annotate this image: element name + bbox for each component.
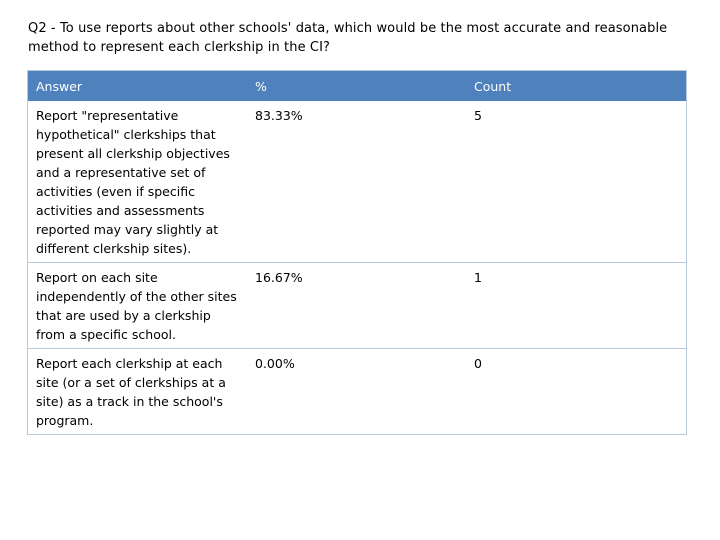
- survey-question: Q2 - To use reports about other schools' data, which would be the most accurate and reasonable method to represent each clerkship in the CI?: [28, 21, 668, 55]
- table-row: [28, 263, 687, 349]
- percent-cell: 0.00%: [247, 349, 466, 435]
- percent-cell: 83.33%: [255, 108, 303, 123]
- answer-cell: Report each clerkship at each site (or a set of clerkships at a site) as a track in the school's program.: [28, 349, 248, 435]
- answer-cell: Report "representative hypothetical" clerkships that present all clerkship objectives and a representative set of activities (even if specific activities and assessments reported may vary slightly at different clerkship sites).: [36, 108, 230, 256]
- percent-cell: 16.67%: [247, 263, 466, 349]
- table-row: [28, 101, 687, 263]
- table-header-row: [28, 71, 687, 102]
- table-row: [28, 349, 687, 435]
- column-header-count: Count: [466, 71, 687, 102]
- answer-cell: Report on each site independently of the other sites that are used by a clerkship from a specific school.: [28, 263, 248, 349]
- column-header-answer: Answer: [28, 71, 248, 102]
- count-cell: 0: [466, 349, 687, 435]
- count-cell: 1: [466, 263, 687, 349]
- count-cell: 5: [474, 108, 482, 123]
- results-table: [27, 70, 687, 435]
- column-header-percent: %: [247, 71, 466, 102]
